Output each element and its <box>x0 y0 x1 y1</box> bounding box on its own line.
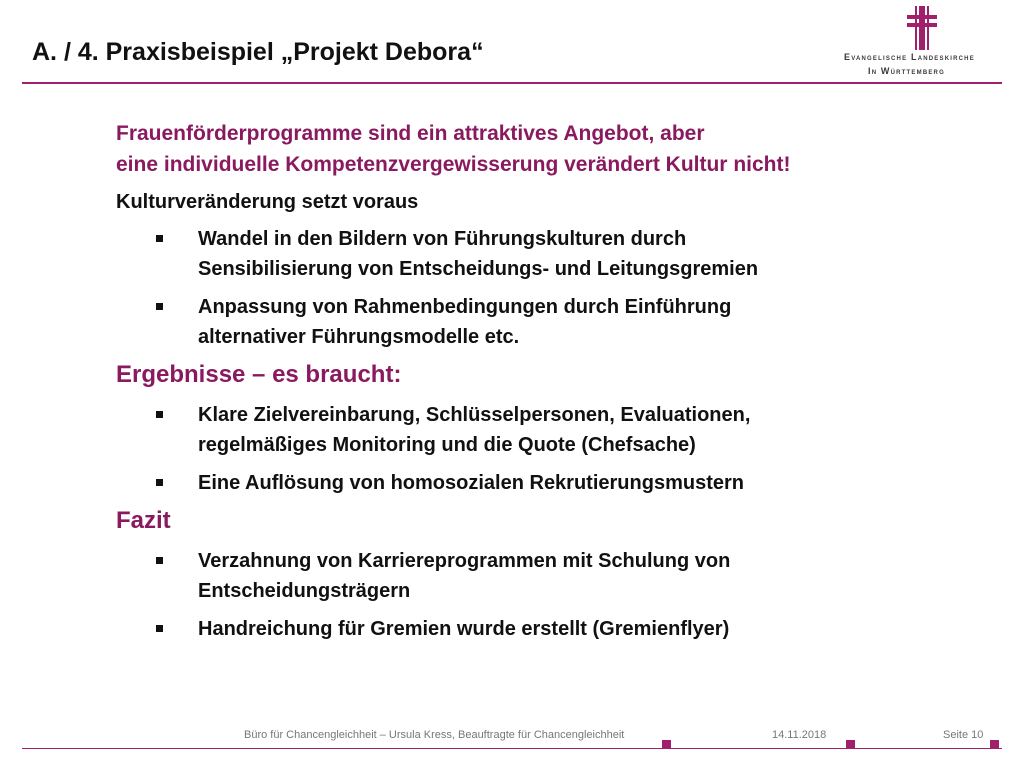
ergebnisse-list <box>116 400 976 498</box>
list-item-line: Anpassung von Rahmenbedingungen durch Einführung <box>198 296 732 318</box>
bullet-square-icon <box>156 557 163 564</box>
ergebnisse-heading: Ergebnisse – es braucht: <box>116 361 402 388</box>
logo-text-line1: Evangelische Landeskirche <box>844 52 975 62</box>
list-item-line: alternativer Führungsmodelle etc. <box>198 326 520 348</box>
footer-date: 14.11.2018 <box>772 729 827 741</box>
logo-text-line2: In Württemberg <box>868 66 945 76</box>
slide-title: A. / 4. Praxisbeispiel „Projekt Debora“ <box>32 38 484 66</box>
list-item-line: Entscheidungsträgern <box>198 580 411 602</box>
list-item-line: Verzahnung von Karriereprogrammen mit Schulung von <box>198 550 731 572</box>
footer-divider <box>22 748 1002 749</box>
intro-line: eine individuelle Kompetenzvergewisserung verändert Kultur nicht! <box>116 153 791 176</box>
intro-statement <box>116 118 976 180</box>
list-item-line: regelmäßiges Monitoring und die Quote (Chefsache) <box>198 434 696 456</box>
list-item-line: Wandel in den Bildern von Führungskulturen durch <box>198 228 687 250</box>
bullet-square-icon <box>156 303 163 310</box>
cross-logo-icon <box>905 6 939 50</box>
title-divider <box>22 82 1002 84</box>
list-item-line: Klare Zielvereinbarung, Schlüsselpersonen, Evaluationen, <box>198 404 751 426</box>
list-item <box>116 468 976 498</box>
bullet-square-icon <box>156 625 163 632</box>
list-item <box>116 546 976 606</box>
list-item-line: Handreichung für Gremien wurde erstellt (Gremienflyer) <box>198 618 730 640</box>
kultur-list <box>116 224 976 352</box>
list-item <box>116 400 976 460</box>
bullet-square-icon <box>156 479 163 486</box>
fazit-list <box>116 546 976 644</box>
bullet-square-icon <box>156 411 163 418</box>
footer-author: Büro für Chancengleichheit – Ursula Kress, Beauftragte für Chancengleichheit <box>244 729 625 741</box>
list-item-line: Sensibilisierung von Entscheidungs- und Leitungsgremien <box>198 258 759 280</box>
footer-page-number: Seite 10 <box>943 729 984 741</box>
intro-line: Frauenförderprogramme sind ein attraktives Angebot, aber <box>116 122 705 145</box>
fazit-heading: Fazit <box>116 507 171 534</box>
list-item <box>116 614 976 644</box>
list-item <box>116 224 976 284</box>
bullet-square-icon <box>156 235 163 242</box>
list-item <box>116 292 976 352</box>
slide-content <box>116 118 976 644</box>
kultur-heading: Kulturveränderung setzt voraus <box>116 191 419 213</box>
list-item-line: Eine Auflösung von homosozialen Rekrutierungsmustern <box>198 472 744 494</box>
